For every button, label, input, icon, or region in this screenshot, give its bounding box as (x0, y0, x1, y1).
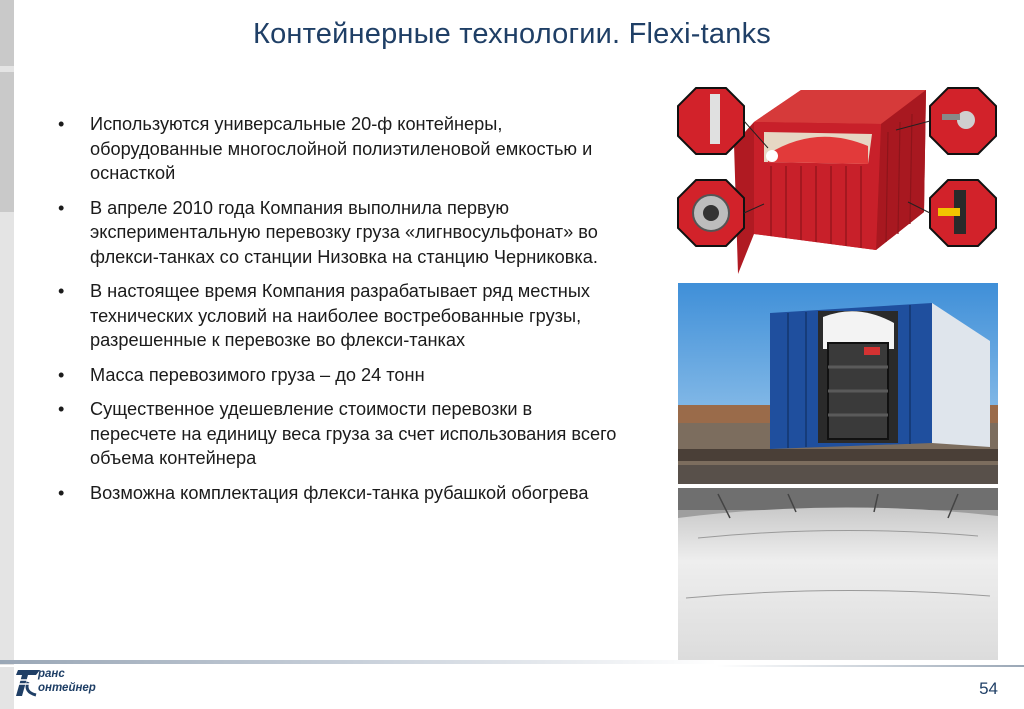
left-accent-segment (0, 72, 14, 212)
flexitank-interior-svg (678, 488, 998, 660)
bullet-text: Используются универсальные 20-ф контейнеры, оборудованные многослойной полиэтиленовой емкостью и оснасткой (90, 114, 593, 183)
bullet-text: В апреле 2010 года Компания выполнила первую экспериментальную перевозку груза «лигнвосульфонат» во флекси-танках со станции Низовка на станцию Черниковка. (90, 197, 598, 267)
logo-line-2: онтейнер (38, 682, 96, 694)
bullet-dot: • (58, 399, 65, 419)
bullet-text: В настоящее время Компания разрабатывает ряд местных технических условий на наиболее востребованные грузы, разрешенные к перевозке во флекси-танках (90, 281, 591, 350)
slide-title: Контейнерные технологии. Flexi-tanks (253, 18, 771, 50)
blue-container-railcar-photo (678, 283, 998, 484)
blue-container-photo-svg (678, 283, 998, 484)
bullet-item (58, 481, 618, 506)
bullet-dot: • (58, 114, 65, 134)
inset-valve-detail (678, 88, 744, 154)
inset-heater-detail (930, 180, 996, 246)
flexitank-interior-photo (678, 488, 998, 660)
bullet-item (58, 279, 618, 353)
bullet-text: Возможна комплектация флекси-танка рубашкой обогрева (90, 482, 589, 503)
bullet-item (58, 397, 618, 471)
inset-outlet-detail (930, 88, 996, 154)
red-container-diagram-image (676, 84, 998, 276)
bullet-list (58, 112, 618, 515)
bullet-item (58, 363, 618, 388)
red-container-diagram-svg (676, 84, 998, 276)
inset-flange-detail (678, 180, 744, 246)
bullet-text: Существенное удешевление стоимости перевозки в пересчете на единицу веса груза за счет использования всего объема контейнера (90, 399, 617, 468)
bullet-dot: • (58, 281, 65, 301)
left-accent-bar (0, 0, 14, 709)
bullet-dot: • (58, 364, 65, 385)
footer-divider-secondary (0, 665, 1024, 667)
bullet-text: Масса перевозимого груза – до 24 тонн (90, 364, 425, 385)
logo-line-1: ранс (38, 668, 65, 680)
bullet-dot: • (58, 482, 65, 503)
bullet-item (58, 112, 618, 186)
footer-divider (0, 660, 1024, 664)
bullet-dot: • (58, 197, 65, 218)
page-number: 54 (979, 679, 998, 698)
bullet-item (58, 196, 618, 270)
company-logo (14, 662, 124, 702)
